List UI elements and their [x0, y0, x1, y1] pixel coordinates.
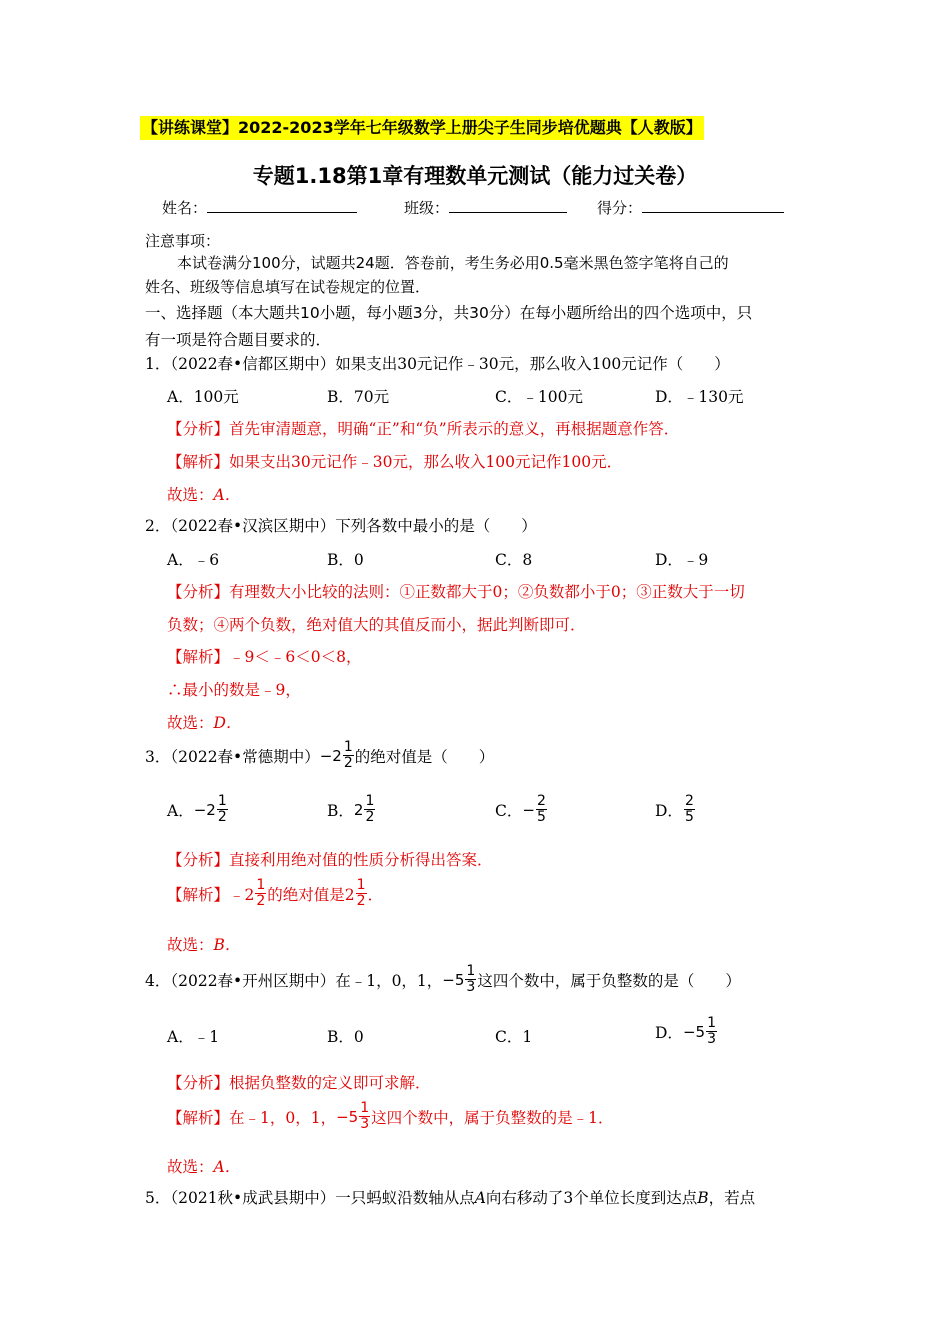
q1-analysis: 【分析】首先审清题意，明确“正”和“负”所表示的意义，再根据题意作答．: [167, 420, 680, 438]
q1-option-b[interactable]: B．70元: [327, 388, 390, 406]
answer-choice: A．: [213, 1158, 241, 1176]
q3-stem: [145, 740, 494, 771]
q4-stem-suffix: 这四个数中，属于负整数的是（ ）: [477, 971, 741, 990]
fraction: [356, 878, 367, 909]
mixed-number: [522, 794, 548, 825]
solution-suffix: 这四个数中，属于负整数的是﹣1．: [371, 1108, 614, 1127]
point-b: B: [697, 1189, 709, 1207]
q2-solution-1: 【解析】﹣9＜﹣6＜0＜8，: [167, 648, 362, 666]
mixed-number: [194, 794, 229, 825]
q2-answer: [167, 711, 241, 733]
q3-option-b[interactable]: [327, 794, 376, 825]
solution-prefix: 【解析】在﹣1，0，1，: [167, 1108, 337, 1127]
denominator: 3: [360, 1116, 370, 1132]
q1-solution: 【解析】如果支出30元记作﹣30元，那么收入100元记作100元．: [167, 453, 623, 471]
numerator: 1: [343, 739, 353, 755]
q3-answer: [167, 933, 240, 955]
q2-analysis-2: 负数；④两个负数，绝对值大的其值反而小，据此判断即可．: [167, 616, 586, 634]
notice-line-2: 姓名、班级等信息填写在试卷规定的位置．: [145, 278, 431, 296]
fraction: [343, 740, 354, 771]
fraction: [255, 878, 266, 909]
score-blank[interactable]: [642, 198, 784, 213]
section-line-2: 有一项是符合题目要求的．: [145, 331, 332, 349]
answer-prefix: 故选：: [167, 936, 214, 954]
numerator: 2: [536, 793, 546, 809]
notice-line-1: 本试卷满分100分，试题共24题．答卷前，考生务必用0.5毫米黑色签字笔将自己的: [177, 254, 729, 272]
denominator: 5: [536, 809, 546, 825]
q2-analysis-1: 【分析】有理数大小比较的法则：①正数都大于0；②负数都小于0；③正数大于一切: [167, 583, 745, 601]
whole-part: −: [522, 800, 535, 819]
q2-solution-2: ∴最小的数是﹣9，: [167, 681, 301, 699]
q4-stem-prefix: 4．（2022春•开州区期中）在﹣1，0，1，: [145, 971, 443, 990]
denominator: 2: [343, 755, 353, 771]
q5-stem-suffix: ，若点: [708, 1189, 756, 1207]
banner: 【讲练课堂】2022-2023学年七年级数学上册尖子生同步培优题典【人教版】: [140, 116, 704, 140]
class-blank[interactable]: [449, 198, 567, 213]
q3-option-d[interactable]: [655, 794, 696, 825]
whole-part: −5: [442, 970, 465, 989]
q4-solution: [167, 1101, 614, 1132]
answer-prefix: 故选：: [167, 1158, 214, 1176]
mixed-number: [354, 794, 376, 825]
option-label: C．: [495, 801, 523, 820]
q3-analysis: 【分析】直接利用绝对值的性质分析得出答案．: [167, 851, 493, 869]
mixed-number: [442, 964, 477, 995]
denominator: 2: [365, 809, 375, 825]
name-field: [162, 197, 357, 218]
q3-option-a[interactable]: [167, 794, 229, 825]
whole-part: −5: [682, 1022, 706, 1041]
q5-stem: [145, 1186, 755, 1208]
option-label: D．: [655, 1023, 683, 1042]
numerator: 1: [356, 877, 366, 893]
fraction: [217, 794, 228, 825]
numerator: 1: [360, 1100, 370, 1116]
q2-option-a[interactable]: A．﹣6: [167, 551, 220, 569]
q4-stem: [145, 964, 741, 995]
denominator: 3: [707, 1031, 716, 1047]
q1-answer: [167, 483, 240, 505]
point-a: A: [474, 1189, 486, 1207]
class-label: 班级：: [404, 199, 450, 217]
option-label: A．: [167, 801, 194, 820]
class-field: [404, 197, 567, 218]
name-blank[interactable]: [207, 198, 357, 213]
whole-part: −2: [193, 800, 216, 819]
q3-solution: [167, 878, 383, 909]
denominator: 2: [256, 893, 266, 909]
fraction: [536, 794, 547, 825]
fraction: [364, 794, 375, 825]
denominator: 5: [684, 809, 694, 825]
q1-option-a[interactable]: A．100元: [167, 388, 239, 406]
q2-option-d[interactable]: D．﹣9: [655, 551, 709, 569]
q4-analysis: 【分析】根据负整数的定义即可求解．: [167, 1074, 431, 1092]
q2-option-b[interactable]: B．0: [327, 551, 364, 569]
numerator: 1: [707, 1015, 716, 1031]
q4-option-b[interactable]: B．0: [327, 1028, 364, 1046]
denominator: 2: [356, 893, 366, 909]
answer-choice: A．: [213, 486, 241, 504]
section-line-1: 一、选择题（本大题共10小题，每小题3分，共30分）在每小题所给出的四个选项中，只: [145, 304, 753, 322]
fraction: [359, 1101, 370, 1132]
mixed-number: [320, 740, 355, 771]
q3-stem-prefix: 3．（2022春•常德期中）: [145, 747, 320, 766]
whole-part: 2: [353, 800, 364, 819]
q2-stem: 2．（2022春•汉滨区期中）下列各数中最小的是（ ）: [145, 517, 537, 535]
page-title: 专题1.18第1章有理数单元测试（能力过关卷）: [252, 164, 698, 188]
numerator: 1: [217, 793, 227, 809]
option-label: D．: [655, 801, 683, 820]
mixed-number: [683, 1016, 718, 1047]
solution-end: ．: [367, 885, 384, 904]
whole-part: −5: [336, 1107, 359, 1126]
q4-option-c[interactable]: C．1: [495, 1028, 533, 1046]
q1-stem: 1．（2022春•信都区期中）如果支出30元记作﹣30元，那么收入100元记作（ ）: [145, 355, 730, 373]
score-field: [597, 197, 784, 218]
q5-stem-middle: 向右移动了3个单位长度到达点: [485, 1189, 698, 1207]
solution-middle: 的绝对值是2: [267, 885, 355, 904]
notice-heading: 注意事项：: [145, 232, 221, 250]
answer-prefix: 故选：: [167, 714, 214, 732]
answer-prefix: 故选：: [167, 486, 214, 504]
solution-prefix: 【解析】﹣2: [167, 885, 255, 904]
numerator: 1: [365, 793, 375, 809]
answer-choice: D．: [213, 714, 242, 732]
numerator: 2: [684, 793, 694, 809]
q3-option-c[interactable]: [495, 794, 548, 825]
fraction: [684, 794, 695, 825]
score-label: 得分：: [597, 199, 643, 217]
denominator: 2: [217, 809, 227, 825]
q4-option-a[interactable]: A．﹣1: [167, 1028, 220, 1046]
q5-stem-prefix: 5．（2021秋•成武县期中）一只蚂蚁沿数轴从点: [145, 1189, 475, 1207]
answer-choice: B．: [213, 936, 241, 954]
fraction: [706, 1016, 717, 1047]
name-label: 姓名：: [162, 199, 208, 217]
mixed-number: [336, 1101, 371, 1132]
q1-option-c[interactable]: C．﹣100元: [495, 388, 583, 406]
q3-stem-suffix: 的绝对值是（ ）: [354, 747, 495, 766]
q4-option-d[interactable]: [655, 1016, 718, 1047]
whole-part: −2: [319, 746, 342, 765]
q2-option-c[interactable]: C．8: [495, 551, 533, 569]
option-label: B．: [327, 801, 354, 820]
q1-option-d[interactable]: D．﹣130元: [655, 388, 744, 406]
q4-answer: [167, 1155, 240, 1177]
denominator: 3: [466, 979, 476, 995]
fraction: [465, 964, 476, 995]
numerator: 1: [256, 877, 266, 893]
numerator: 1: [466, 963, 476, 979]
